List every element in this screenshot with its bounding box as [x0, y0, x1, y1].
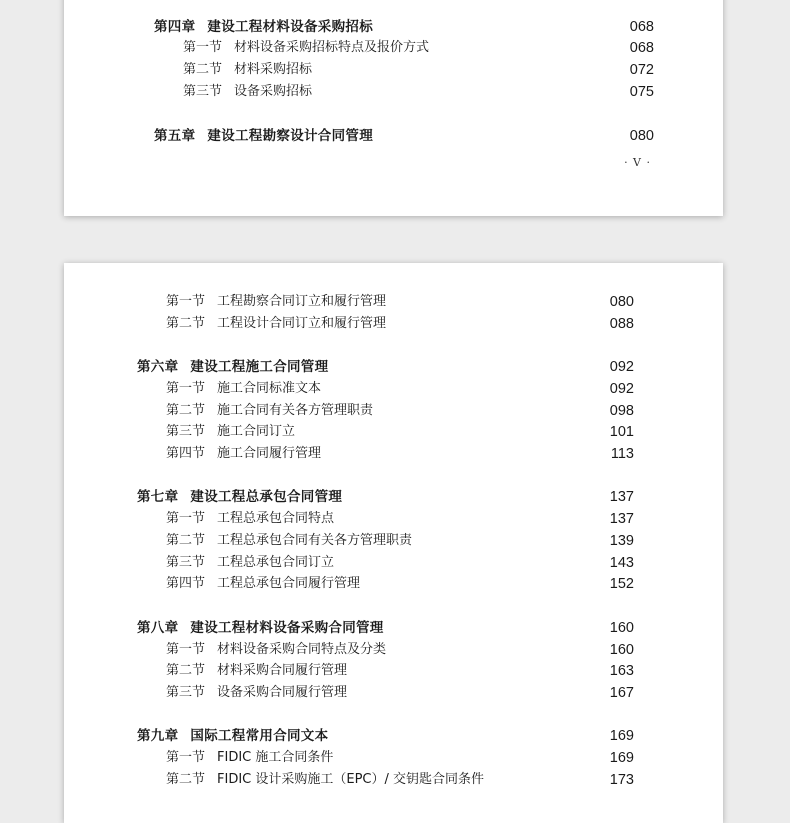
- toc-entry-label: [166, 313, 386, 335]
- section-number: 第四节: [166, 576, 206, 591]
- chapter-number: 第五章: [154, 128, 196, 144]
- toc-entry-label: [166, 400, 373, 422]
- section-title: 工程总承包合同有关各方管理职责: [217, 533, 413, 548]
- toc-entry-label: [166, 421, 295, 443]
- page-number: 169: [609, 728, 634, 744]
- toc-entry-label: [166, 682, 347, 704]
- section-number: 第二节: [166, 316, 206, 331]
- section-number: 第一节: [166, 642, 206, 657]
- toc-entry-label: [166, 660, 347, 682]
- page-number: 101: [609, 424, 634, 440]
- section-title: 材料采购合同履行管理: [217, 663, 348, 678]
- section-title: 材料设备采购招标特点及报价方式: [234, 40, 430, 55]
- section-title: 工程总承包合同履行管理: [217, 576, 361, 591]
- chapter-number: 第九章: [137, 728, 179, 744]
- section-title: 材料设备采购合同特点及分类: [217, 642, 387, 657]
- page-number: 152: [609, 576, 634, 592]
- toc-entry-label: [166, 639, 386, 661]
- chapter-number: 第四章: [154, 19, 196, 35]
- section-title: FIDIC 设计采购施工（EPC）/ 交钥匙合同条件: [217, 772, 485, 787]
- toc-entry-label: [166, 552, 334, 574]
- section-title: 工程勘察合同订立和履行管理: [217, 294, 387, 309]
- section-number: 第一节: [166, 294, 206, 309]
- section-title: 工程总承包合同订立: [217, 555, 335, 570]
- section-title: 施工合同标准文本: [217, 381, 322, 396]
- page-number: 092: [609, 359, 634, 375]
- page-number: 173: [609, 772, 634, 788]
- page-folio: · V ·: [624, 156, 651, 169]
- toc-page-2: [64, 263, 723, 823]
- section-title: 施工合同订立: [217, 424, 296, 439]
- chapter-title: 建设工程施工合同管理: [190, 359, 329, 375]
- page-number: 169: [609, 750, 634, 766]
- chapter-title: 建设工程材料设备采购合同管理: [190, 620, 384, 636]
- page-number: 167: [609, 685, 634, 701]
- page-number: 160: [609, 642, 634, 658]
- toc-page-1: [64, 0, 723, 216]
- page-number: 088: [609, 316, 634, 332]
- chapter-title: 建设工程总承包合同管理: [190, 489, 343, 505]
- section-number: 第三节: [166, 555, 206, 570]
- section-title: 材料采购招标: [234, 62, 313, 77]
- page-number: 092: [609, 381, 634, 397]
- page-number: 068: [629, 19, 654, 35]
- toc-entry-label: [154, 125, 373, 147]
- chapter-number: 第七章: [137, 489, 179, 505]
- section-title: 工程总承包合同特点: [217, 511, 335, 526]
- section-number: 第二节: [166, 533, 206, 548]
- toc-entry-label: [183, 59, 312, 81]
- page-number: 080: [609, 294, 634, 310]
- section-title: 设备采购合同履行管理: [217, 685, 348, 700]
- chapter-number: 第八章: [137, 620, 179, 636]
- toc-entry-label: [166, 443, 321, 465]
- page-number: 072: [629, 62, 654, 78]
- toc-entry-label: [166, 530, 412, 552]
- chapter-title: 国际工程常用合同文本: [190, 728, 329, 744]
- toc-entry-label: [166, 378, 321, 400]
- section-title: FIDIC 施工合同条件: [217, 750, 334, 765]
- chapter-title: 建设工程勘察设计合同管理: [207, 128, 374, 144]
- toc-entry-label: [137, 617, 384, 639]
- toc-entry-label: [166, 508, 334, 530]
- toc-entry-label: [183, 37, 429, 59]
- page-number: 139: [609, 533, 634, 549]
- section-number: 第三节: [166, 424, 206, 439]
- toc-entry-label: [166, 747, 333, 769]
- page-number: 163: [609, 663, 634, 679]
- toc-entry-label: [166, 769, 484, 791]
- page-number: 075: [629, 84, 654, 100]
- page-number: 113: [610, 446, 634, 462]
- page-number: 143: [609, 555, 634, 571]
- section-title: 施工合同有关各方管理职责: [217, 403, 374, 418]
- page-number: 137: [609, 511, 634, 527]
- page-number: 080: [629, 128, 654, 144]
- page-number: 137: [609, 489, 634, 505]
- chapter-number: 第六章: [137, 359, 179, 375]
- toc-entry-label: [166, 291, 386, 313]
- section-title: 设备采购招标: [234, 84, 313, 99]
- page-number: 160: [609, 620, 634, 636]
- toc-entry-label: [137, 486, 342, 508]
- toc-entry-label: [154, 16, 373, 38]
- chapter-title: 建设工程材料设备采购招标: [207, 19, 374, 35]
- section-number: 第一节: [166, 511, 206, 526]
- section-number: 第三节: [183, 84, 223, 99]
- toc-entry-label: [166, 573, 360, 595]
- section-title: 工程设计合同订立和履行管理: [217, 316, 387, 331]
- section-number: 第一节: [166, 750, 206, 765]
- toc-entry-label: [137, 725, 328, 747]
- section-number: 第二节: [166, 772, 206, 787]
- page-number: 068: [629, 40, 654, 56]
- section-number: 第一节: [166, 381, 206, 396]
- toc-entry-label: [137, 356, 328, 378]
- section-number: 第四节: [166, 446, 206, 461]
- section-number: 第二节: [183, 62, 223, 77]
- page-number: 098: [609, 403, 634, 419]
- section-number: 第三节: [166, 685, 206, 700]
- section-number: 第一节: [183, 40, 223, 55]
- section-title: 施工合同履行管理: [217, 446, 322, 461]
- section-number: 第二节: [166, 663, 206, 678]
- section-number: 第二节: [166, 403, 206, 418]
- toc-entry-label: [183, 81, 312, 103]
